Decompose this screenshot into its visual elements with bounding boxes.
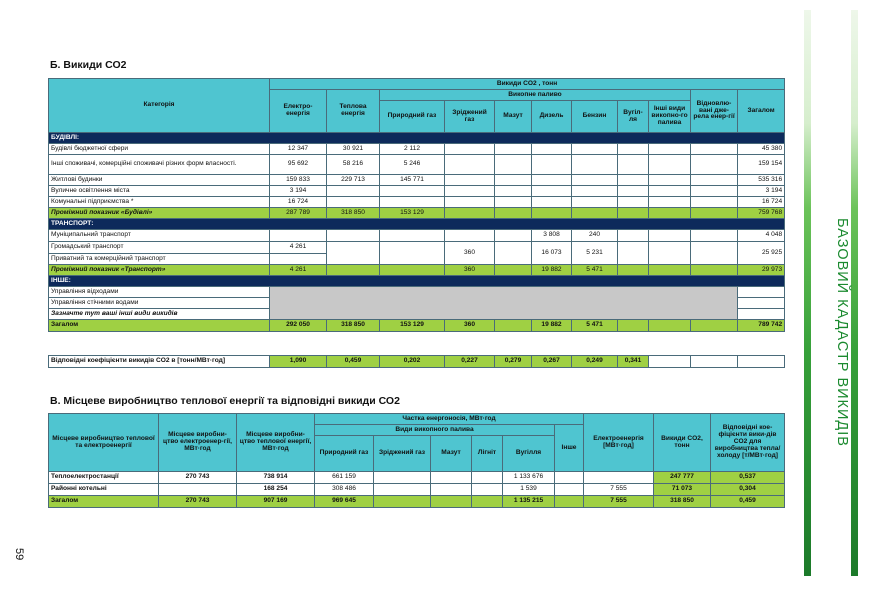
hdr-coef: Відповідні кое-фіцієнти вики-дів CO2 для виробництва тепла/холоду [т/МВт·год]: [711, 414, 785, 472]
hdr-heat-prod: Місцеве виробни-цтво теплової енергії, МВт·год: [237, 414, 315, 472]
row-label: Житлові будинки: [49, 175, 270, 186]
coefficients-table: [48, 355, 785, 368]
table-row: [49, 155, 785, 175]
hdr-category: Категорія: [49, 79, 270, 133]
hdr-fuel: Вугілля: [503, 436, 555, 472]
hdr-place: Місцеве виробництво теплової та електроенергії: [49, 414, 159, 472]
cell: [159, 484, 237, 496]
cell: 25 925: [738, 242, 785, 265]
cell: [445, 208, 495, 219]
cell: [572, 144, 618, 155]
hdr-fuel: Зріджений газ: [374, 436, 431, 472]
cell: [472, 484, 503, 496]
cell: [431, 484, 472, 496]
row-label: Загалом: [49, 320, 270, 332]
cell: [618, 186, 649, 197]
cell: 308 486: [315, 484, 374, 496]
cell: [649, 155, 691, 175]
cell: [445, 197, 495, 208]
cell: [495, 208, 532, 219]
cell: [374, 484, 431, 496]
hdr-fuel: Інші види викопно-го палива: [649, 101, 691, 133]
cell: [649, 356, 691, 368]
row-label: Вуличне освітлення міста: [49, 186, 270, 197]
cell: [618, 320, 649, 332]
cell: [691, 197, 738, 208]
cell: 1,090: [270, 356, 327, 368]
cell: 1 135 215: [503, 496, 555, 508]
cell: 0,304: [711, 484, 785, 496]
hdr-fossil: Викопне паливо: [380, 90, 691, 101]
cell: 1 539: [503, 484, 555, 496]
hdr-fuel: Природний газ: [315, 436, 374, 472]
cell: 0,341: [618, 356, 649, 368]
cell: [445, 186, 495, 197]
side-bar-right: [851, 10, 858, 576]
cell: [691, 320, 738, 332]
cell: [495, 197, 532, 208]
cell: [649, 197, 691, 208]
row-label: Управління стічними водами: [49, 298, 270, 309]
cell: [495, 175, 532, 186]
cell: 4 261: [270, 242, 327, 254]
cell: 907 169: [237, 496, 315, 508]
cell: [649, 208, 691, 219]
cell: [532, 197, 572, 208]
cell: 0,249: [572, 356, 618, 368]
cell: [618, 155, 649, 175]
table-row: [49, 186, 785, 197]
cell: [472, 472, 503, 484]
cell: [618, 144, 649, 155]
cell: [380, 265, 445, 276]
cell: [584, 472, 654, 484]
hdr-total: Загалом: [738, 90, 785, 133]
hdr-fuel: Бензин: [572, 101, 618, 133]
cell: 0,537: [711, 472, 785, 484]
hdr-electricity: Електроенергія [МВт·год]: [584, 414, 654, 472]
cell: [431, 472, 472, 484]
table-row: [49, 144, 785, 155]
cell: 0,459: [711, 496, 785, 508]
hdr-fuel: Мазут: [431, 436, 472, 472]
row-label: Інші споживачі, комерційні споживачі різних форм власності.: [49, 155, 270, 175]
cell: [445, 175, 495, 186]
cell: 3 194: [270, 186, 327, 197]
table-row: [49, 472, 785, 484]
row-label: Громадський транспорт: [49, 242, 270, 254]
hdr-fuel: Лігніт: [472, 436, 503, 472]
cell: 7 555: [584, 484, 654, 496]
cell: 318 850: [327, 320, 380, 332]
cell: [691, 356, 738, 368]
row-label: Відповідні коефіцієнти викидів CO2 в [тонн/МВт·год]: [49, 356, 270, 368]
hdr-fossil: Види викопного палива: [315, 425, 555, 436]
hdr-other: Інше: [555, 425, 584, 472]
cell: 0,267: [532, 356, 572, 368]
cell: 0,227: [445, 356, 495, 368]
cell: [327, 265, 380, 276]
cell: [691, 208, 738, 219]
row-label: Проміжний показник «Будівлі»: [49, 208, 270, 219]
cell: 969 645: [315, 496, 374, 508]
cell: [555, 484, 584, 496]
cell: [572, 197, 618, 208]
page-number: 59: [13, 548, 25, 561]
cell: 229 713: [327, 175, 380, 186]
table-row: [49, 320, 785, 332]
cell: 30 921: [327, 144, 380, 155]
table-row: [49, 496, 785, 508]
cell: 3 194: [738, 186, 785, 197]
table-row: [49, 208, 785, 219]
cell: 159 154: [738, 155, 785, 175]
cell: 789 742: [738, 320, 785, 332]
cell: [555, 472, 584, 484]
side-title: БАЗОВИЙ КАДАСТР ВИКИДІВ: [834, 218, 850, 447]
cell: 292 050: [270, 320, 327, 332]
cell: [618, 197, 649, 208]
cell: [649, 320, 691, 332]
cell: [374, 496, 431, 508]
cell: 16 073: [532, 242, 572, 265]
row-label: Проміжний показник «Транспорт»: [49, 265, 270, 276]
table-row: [49, 175, 785, 186]
row-label: Будівлі бюджетної сфери: [49, 144, 270, 155]
cell: [327, 197, 380, 208]
hdr-fuel: Природний газ: [380, 101, 445, 133]
cell: [532, 175, 572, 186]
cell: 360: [445, 242, 495, 265]
cell: 16 724: [738, 197, 785, 208]
cell: [572, 175, 618, 186]
cell: [327, 186, 380, 197]
cell: 759 768: [738, 208, 785, 219]
cell: [649, 265, 691, 276]
cell: [445, 144, 495, 155]
cell: [649, 144, 691, 155]
cell: 168 254: [237, 484, 315, 496]
cell: 1 133 676: [503, 472, 555, 484]
cell: [691, 155, 738, 175]
cell: [472, 496, 503, 508]
cell: 12 347: [270, 144, 327, 155]
cell: [445, 155, 495, 175]
cell: 318 850: [654, 496, 711, 508]
cell: 95 692: [270, 155, 327, 175]
cell: [572, 208, 618, 219]
cell: 287 789: [270, 208, 327, 219]
row-label: Муніципальний транспорт: [49, 230, 270, 242]
cell: [495, 265, 532, 276]
cell: [532, 144, 572, 155]
section-buildings: БУДІВЛІ:: [49, 133, 785, 144]
cell: 29 973: [738, 265, 785, 276]
table-row: [49, 484, 785, 496]
row-label: Районні котельні: [49, 484, 159, 496]
row-label: Теплоелектростанції: [49, 472, 159, 484]
cell: [532, 155, 572, 175]
cell: 661 159: [315, 472, 374, 484]
cell: [618, 265, 649, 276]
cell: 4 261: [270, 265, 327, 276]
cell: 270 743: [159, 496, 237, 508]
cell: 153 129: [380, 320, 445, 332]
hdr-fuel: Мазут: [495, 101, 532, 133]
row-label: Приватний та комерційний транспорт: [49, 254, 270, 265]
cell: [691, 265, 738, 276]
section-other: ІНШЕ:: [49, 276, 785, 287]
cell: 3 808: [532, 230, 572, 242]
cell: 19 882: [532, 265, 572, 276]
cell: 360: [445, 320, 495, 332]
cell: [532, 208, 572, 219]
local-production-table: [48, 413, 785, 508]
cell: 4 048: [738, 230, 785, 242]
cell: 247 777: [654, 472, 711, 484]
hdr-emissions: Викиди CO2, тонн: [654, 414, 711, 472]
cell: 159 833: [270, 175, 327, 186]
cell: 5 471: [572, 265, 618, 276]
hdr-fuel: Дизель: [532, 101, 572, 133]
cell: [495, 155, 532, 175]
cell: [738, 356, 785, 368]
cell: 45 380: [738, 144, 785, 155]
cell: [495, 186, 532, 197]
cell: 738 914: [237, 472, 315, 484]
cell: [618, 175, 649, 186]
cell: [691, 186, 738, 197]
hdr-emissions: Викиди CO2 , тонн: [270, 79, 785, 90]
row-label: Комунальні підприємства *: [49, 197, 270, 208]
section-transport: ТРАНСПОРТ:: [49, 219, 785, 230]
cell: [495, 144, 532, 155]
cell: [572, 155, 618, 175]
cell: 0,279: [495, 356, 532, 368]
cell: [374, 472, 431, 484]
cell: [555, 496, 584, 508]
cell: [649, 175, 691, 186]
row-label: Загалом: [49, 496, 159, 508]
cell: 58 216: [327, 155, 380, 175]
hdr-fuel: Вугіл-ля: [618, 101, 649, 133]
cell: [532, 186, 572, 197]
cell: 318 850: [327, 208, 380, 219]
cell: 16 724: [270, 197, 327, 208]
cell: 270 743: [159, 472, 237, 484]
cell: [495, 320, 532, 332]
emissions-table: [48, 78, 785, 332]
cell: 2 112: [380, 144, 445, 155]
row-label: Управління відходами: [49, 287, 270, 298]
cell: [572, 186, 618, 197]
cell: [691, 144, 738, 155]
cell: [618, 208, 649, 219]
cell: 7 555: [584, 496, 654, 508]
section-b-title: Б. Викиди СО2: [50, 59, 127, 71]
hdr-elec-prod: Місцеве виробни-цтво електроенер-гії, МВт·год: [159, 414, 237, 472]
side-bar-left: [804, 10, 811, 576]
cell: [649, 186, 691, 197]
cell: [431, 496, 472, 508]
cell: 0,459: [327, 356, 380, 368]
cell: 153 129: [380, 208, 445, 219]
cell: 5 246: [380, 155, 445, 175]
cell: 240: [572, 230, 618, 242]
hdr-heat: Теплова енергія: [327, 90, 380, 133]
section-v-title: В. Місцеве виробництво теплової енергії та відповідні викиди СО2: [50, 395, 400, 407]
hdr-electricity: Електро-енергія: [270, 90, 327, 133]
cell: [380, 197, 445, 208]
cell: 71 073: [654, 484, 711, 496]
hdr-share: Частка енергоносія, МВт·год: [315, 414, 584, 425]
cell: [380, 186, 445, 197]
hdr-renewable: Відновлю-вані дже-рела енер-гії: [691, 90, 738, 133]
cell: 5 231: [572, 242, 618, 265]
row-label: Зазначте тут ваші інші види викидів: [49, 309, 270, 320]
cell: 145 771: [380, 175, 445, 186]
hdr-fuel: Зріджений газ: [445, 101, 495, 133]
cell: 19 882: [532, 320, 572, 332]
cell: 535 316: [738, 175, 785, 186]
cell: 360: [445, 265, 495, 276]
gray-block: [270, 287, 738, 320]
cell: [691, 175, 738, 186]
table-row: [49, 265, 785, 276]
cell: 0,202: [380, 356, 445, 368]
cell: 5 471: [572, 320, 618, 332]
table-row: [49, 197, 785, 208]
